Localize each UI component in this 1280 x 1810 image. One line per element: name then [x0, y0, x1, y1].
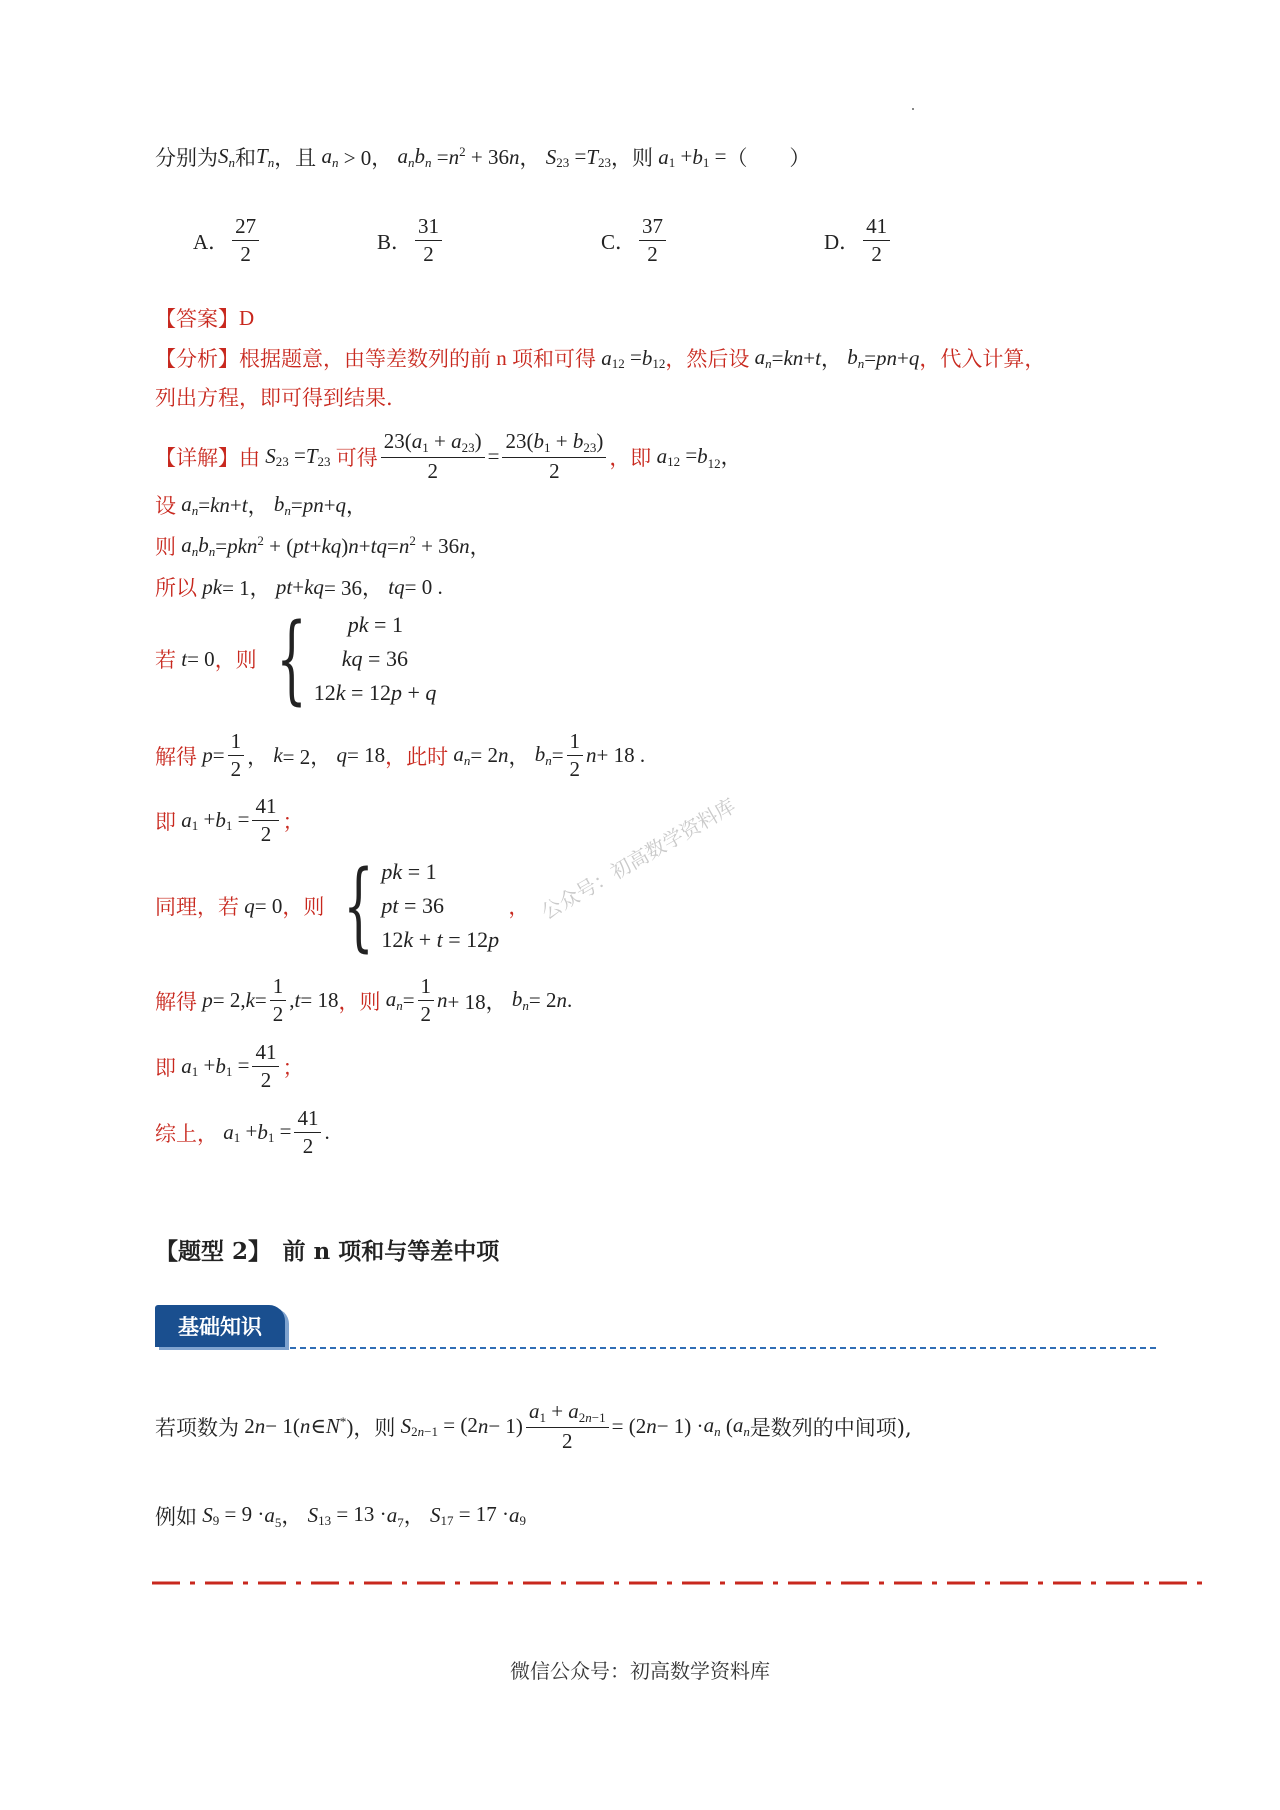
detail-line-1: 【详解】 由 S $_{23}$ = T $_{23}$ 可得 $\frac{23(a_1 + a_{23})}{2}$ = $\frac{23(b_1 + b_{23})}{2}$ ，即 a $_{12}$ = b $_{12}$， — [155, 429, 742, 484]
detail-system-2: 同理，若 q = 0 ，则 { pk = 1 pt = 36 12k + t = 12p ， — [155, 850, 530, 962]
detail-system-1: 若 t = 0 ，则 { pk = 1 kq = 36 12k = 12p + q — [155, 603, 437, 715]
detail-line-4: 所以 pk = 1， pt + kq = 36， tq = 0 . — [155, 574, 443, 600]
blue-dashed-divider — [290, 1347, 1156, 1349]
option-a[interactable]: A． $\frac{27}{2}$ — [193, 215, 262, 266]
option-c-fraction: $\frac{37}{2}$ — [639, 215, 666, 266]
stray-dot — [912, 108, 914, 110]
option-b-fraction: $\frac{31}{2}$ — [415, 215, 442, 266]
knowledge-line-1: 若项数为 2 n − 1( n ∈ N *) ，则 S $_{2n-1}$ = (2 n − 1) $\frac{a_1 + a_{2n-1}}{2}$ = (2 n − 1) · $a_n$ ( $a_n$ 是数列的中间项), — [155, 1399, 912, 1454]
detail-fraction-a: $\frac{23(a_1 + a_{23})}{2}$ — [381, 430, 485, 483]
problem-statement: 分别为 $S_n$ 和 $T_n$ ，且 $a_n$ > 0， $a_nb_n$ = n $^2$ + 36 n ， S $_{23}$ = T $_{23}$ ，则 a $_1$ + b $_1$ = （ ） — [155, 143, 811, 170]
detail-line-solve-2: 解得 p = 2, k = $\frac{1}{2}$ , t = 18 ，则 $a_n$ = $\frac{1}{2}$ n + 18， $b_n$ = 2 n . — [155, 974, 573, 1027]
answer-line: 【答案】 D — [155, 305, 255, 331]
footer-account: 微信公众号：初高数学资料库 — [510, 1659, 770, 1683]
option-b[interactable]: B． $\frac{31}{2}$ — [377, 215, 445, 266]
system-2: { pk = 1 pt = 36 12k + t = 12p — [343, 850, 500, 962]
knowledge-line-2: 例如 S $_9$ = 9 · a $_5$， S $_{13}$ = 13 · a $_7$， S $_{17}$ = 17 · a $_9$ — [155, 1502, 527, 1530]
detail-line-2: 设 $a_n$ = kn + t ， $b_n$ = pn + q ， — [155, 491, 368, 518]
option-d[interactable]: D． $\frac{41}{2}$ — [824, 215, 893, 266]
detail-line-result-1: 即 a $_1$ + b $_1$ = $\frac{41}{2}$ ； — [155, 794, 304, 847]
option-c[interactable]: C． $\frac{37}{2}$ — [601, 215, 669, 266]
detail-line-result-2: 即 a $_1$ + b $_1$ = $\frac{41}{2}$ ； — [155, 1040, 304, 1093]
detail-line-conclusion: 综上， a $_1$ + b $_1$ = $\frac{41}{2}$ . — [155, 1106, 330, 1159]
basic-knowledge-tab: 基础知识 — [155, 1305, 285, 1347]
red-dashdot-divider — [152, 1577, 1202, 1589]
system-1: { pk = 1 kq = 36 12k = 12p + q — [275, 603, 437, 715]
option-d-fraction: $\frac{41}{2}$ — [863, 215, 890, 266]
option-a-fraction: $\frac{27}{2}$ — [232, 215, 259, 266]
watermark: 公众号：初高数学资料库 — [537, 793, 740, 925]
analysis-line-1: 【分析】 根据题意，由等差数列的前 n 项和可得 a $_{12}$ = b $_{12}$ ，然后设 $a_n$ = kn + t ， $b_n$ = pn + q ，代入计算， — [155, 344, 1046, 371]
detail-fraction-b: $\frac{23(b_1 + b_{23})}{2}$ — [502, 430, 606, 483]
detail-line-solve-1: 解得 p = $\frac{1}{2}$ ， k = 2， q = 18 ，此时 $a_n$ = 2 n ， $b_n$ = $\frac{1}{2}$ n + 18 . — [155, 729, 646, 782]
analysis-line-2: 列出方程，即可得到结果. — [155, 386, 393, 410]
detail-line-3: 则 $a_nb_n$ = pkn $^2$ + ( pt + kq ) n + tq = n $^2$ + 36 n ， — [155, 532, 491, 559]
section-heading: 【题型 2】 前 n 项和与等差中项 — [155, 1238, 500, 1265]
